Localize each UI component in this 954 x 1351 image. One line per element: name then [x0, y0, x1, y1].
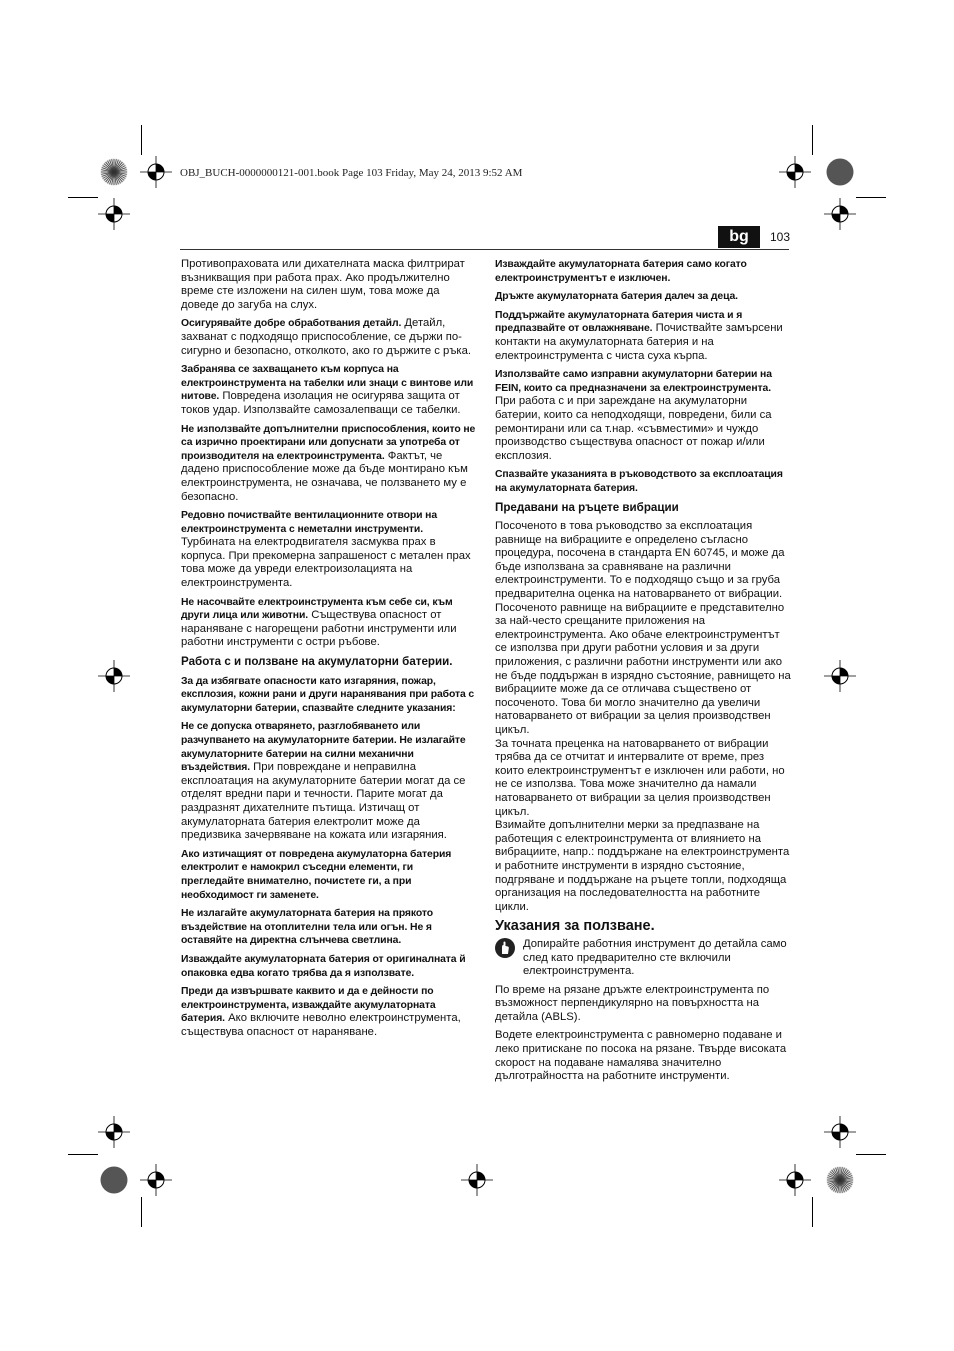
crosshair-mark-icon [824, 198, 856, 230]
body-text: Фактът, че дадено приспособление може да бъде монтирано към електроинструмента, не означава, че ползването му е безопасно. [181, 449, 468, 503]
body-paragraph [181, 985, 477, 1039]
language-badge: bg [718, 226, 760, 248]
body-paragraph [495, 984, 791, 1025]
body-paragraph [495, 468, 791, 495]
trim-line [68, 197, 98, 198]
bold-lead-text: Поддържайте акумулаторната батерия чиста и я предпазвайте от овлажняване. [495, 309, 743, 335]
trim-line [141, 125, 142, 155]
crosshair-mark-icon [98, 198, 130, 230]
bold-lead-text: За да избягвате опасности като изгаряния, пожар, експлозия, кожни рани и други наранявания при работа с акумулаторни батерии, спазвайте следните указания: [181, 675, 475, 714]
body-paragraph [495, 368, 791, 463]
bold-lead-text: Използвайте само изправни акумулаторни батерии на FEIN, които са предназначени за електроинструмента. [495, 369, 772, 394]
trim-line [68, 1154, 98, 1155]
body-text: Водете електроинструмента с равномерно подаване и леко притискане по посока на рязане. Твърде високата скорост на подаване намалява значително дълготрайността на работните инструменти. [495, 1029, 787, 1083]
body-paragraph [495, 520, 791, 602]
note-text: Допирайте работния инструмент до детайла само след като предварително сте включили електроинструмента. [523, 937, 787, 978]
color-target-icon [826, 1166, 854, 1194]
crosshair-mark-icon [98, 1116, 130, 1148]
hand-info-icon [495, 938, 515, 958]
bold-lead-text: Не насочвайте електроинструмента към себе си, към други лица или животни. [181, 596, 453, 622]
bold-lead-text: Редовно почиствайте вентилационните отвори на електроинструмента с неметални инструменти. [181, 510, 438, 535]
crosshair-mark-icon [779, 1164, 811, 1196]
bold-lead-text: Спазвайте указанията в ръководството за експлоатация на акумулаторната батерия. [495, 469, 783, 494]
body-paragraph [181, 509, 477, 591]
crosshair-mark-icon [140, 1164, 172, 1196]
bold-lead-text: Забранява се захващането към корпуса на електроинструмента на табелки или знаци с винтове или нитове. [181, 364, 474, 403]
bold-lead-text: Преди да извършвате каквито и да е дейности по електроинструмента, изваждайте акумулаторната батерия. [181, 986, 436, 1025]
crosshair-mark-icon [140, 156, 172, 188]
body-text: Турбината на електродвигателя засмуква прах в корпуса. При прекомерна запрашеност с метален прах това може да увреди електроизолацията на електроинструмента. [181, 536, 471, 590]
body-text: Посоченото равнище на вибрациите е представително за най-често срещаните приложения на електроинструмента. Ако обаче електроинструментът се използва при други работни условия и за други приложения, с различни работни инструменти или ако не бъде поддържан в изрядно състояние, равнището на вибрациите може да се отличава съществено от посоченото. Това би могло значително да увеличи натоварването от вибрации за целия производствен цикъл. [495, 601, 791, 736]
trim-line [812, 1197, 813, 1227]
bold-lead-text: Не излагайте акумулаторната батерия на прякото въздействие на отоплителни тела или огън. Не я оставяйте на директна слънчева светлина. [181, 908, 433, 947]
body-text: При повреждане и неправилна експлоатация на акумулаторните батерии могат да се отделят вредни пари и течности. Парите могат да раздразнят дихателните пътища. Изтичащ от акумулаторната батерия електролит може да предизвика зачервяване на кожата или изгаряния. [181, 761, 466, 842]
body-paragraph [495, 309, 791, 363]
body-paragraph [181, 907, 477, 948]
bold-lead-text: Дръжте акумулаторната батерия далеч за деца. [495, 291, 738, 303]
section-subheading: Работа с и ползване на акумулаторни батерии. [181, 655, 453, 669]
body-paragraph [181, 675, 477, 716]
section-subheading: Предавани на ръцете вибрации [495, 500, 679, 514]
body-paragraph [181, 848, 477, 902]
body-paragraph [181, 423, 477, 505]
left-column [181, 258, 477, 1044]
bold-lead-text: Не се допуска отварянето, разглобяването или разчупването на акумулаторните батерии. Не излагайте акумулаторните батерии на силни механични въздействия. [181, 721, 466, 774]
trim-line [812, 125, 813, 155]
body-paragraph [181, 363, 477, 417]
body-paragraph [181, 258, 477, 312]
color-target-icon [100, 1166, 128, 1194]
body-text: Посоченото в това ръководство за експлоатация равнище на вибрациите е определено съгласно процедура, посочена в стандарта EN 60745, и може да бъде използвана за сравняване на различни електроинструменти. То е подходящо също и за груба предварителна оценка на натоварването от вибрации. [495, 520, 785, 601]
color-target-icon [826, 158, 854, 186]
body-text: По време на рязане дръжте електроинструмента по възможност перпендикулярно на повърхността на детайла (ABLS). [495, 983, 770, 1023]
body-text: Съществува опасност от нараняване с нагорещени работни инструменти или работни инструменти с остри ръбове. [181, 609, 457, 649]
body-paragraph [495, 290, 791, 304]
body-paragraph [495, 1029, 791, 1083]
bold-lead-text: Изваждайте акумулаторната батерия само когато електроинструментът е изключен. [495, 259, 747, 284]
body-text: За точната преценка на натоварването от вибрации трябва да се отчитат и интервалите от време, през които електроинструментът е изключен или работи, но не се използва. Това може значително да намали натоварването от вибрации за целия производствен цикъл. [495, 737, 785, 818]
color-target-icon [100, 158, 128, 186]
header-rule [180, 249, 789, 250]
body-paragraph [495, 258, 791, 285]
body-paragraph [181, 596, 477, 650]
right-column [495, 258, 791, 1089]
body-text: Противопраховата или дихателната маска филтрират възникващия при работа прах. Ако продължително време сте изложени на силен шум, това може да доведе до загуба на слух. [181, 258, 465, 311]
crosshair-mark-icon [824, 1116, 856, 1148]
page-number: 103 [770, 230, 791, 244]
bold-lead-text: Ако изтичащият от повредена акумулаторна батерия електролит е намокрил съседни елементи, ги прегледайте внимателно, почистете ги, а при необходимост ги заменете. [181, 848, 452, 901]
body-paragraph [181, 317, 477, 358]
body-paragraph [495, 738, 791, 820]
trim-line [141, 1197, 142, 1227]
body-text: При работа с и при зареждане на акумулаторни батерии, които са неподходящи, повредени, били са ремонтирани или са т.нар. «съвместими» и чуждо производство съществува опасност от пожар и/или експлозия. [495, 395, 772, 462]
body-paragraph [181, 953, 477, 980]
trim-line [856, 1154, 886, 1155]
body-text: Повредена изолация не осигурява защита от токов удар. Използвайте самозалепващи се табелки. [181, 390, 461, 416]
bold-lead-text: Не използвайте допълнителни приспособления, които не са изрично проектирани или допуснати за употреба от производителя на електроинструмента. [181, 423, 476, 462]
body-paragraph [495, 819, 791, 914]
bold-lead-text: Изваждайте акумулаторната батерия от оригиналната й опаковка едва когато трябва да я използвате. [181, 953, 466, 979]
body-text: Почиствайте замърсени контакти на акумулаторната батерия и на електроинструмента с чиста суха кърпа. [495, 322, 783, 362]
section-heading: Указания за ползване. [495, 918, 655, 935]
body-paragraph [495, 602, 791, 738]
body-text: Взимайте допълнителни мерки за предпазване на работещия с електроинструмента от влиянието на вибрациите, напр.: поддържане на електроинструмента и работните инструменти в изрядно състояние, подгряване и поддържане на ръцете топли, подходяща организация на последователността на работните цикли. [495, 819, 790, 913]
file-info-slug: OBJ_BUCH-0000000121-001.book Page 103 Friday, May 24, 2013 9:52 AM [180, 167, 523, 179]
body-text: Детайл, захванат с подходящо приспособление, се държи по-сигурно и безопасно, отколкото, ако го държите с ръка. [181, 317, 472, 357]
trim-line [856, 197, 886, 198]
crosshair-mark-icon [824, 660, 856, 692]
bold-lead-text: Осигурявайте добре обработвания детайл. [181, 318, 402, 330]
body-paragraph [181, 720, 477, 842]
crosshair-mark-icon [98, 660, 130, 692]
crosshair-mark-icon [779, 156, 811, 188]
crosshair-mark-icon [461, 1164, 493, 1196]
body-text: Ако включите неволно електроинструмента, съществува опасност от нараняване. [181, 1012, 461, 1038]
note-paragraph [495, 938, 791, 979]
